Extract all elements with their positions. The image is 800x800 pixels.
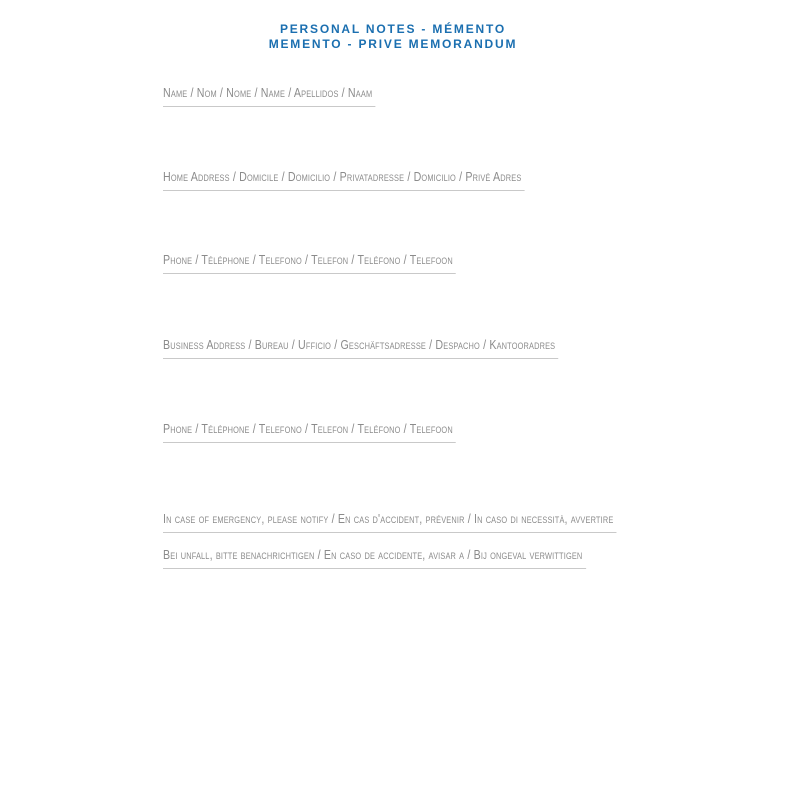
field-home-address — [163, 168, 604, 191]
field-phone-home-label: Phone / Téléphone / Telefono / Telefon / Teléfono / Telefoon — [163, 253, 456, 274]
field-phone-business — [163, 420, 520, 443]
field-phone-home — [163, 251, 520, 274]
page-title-line-1: PERSONAL NOTES - MÉMENTO — [279, 22, 507, 36]
field-home-address-label: Home Address / Domicile / Domicilio / Privatadresse / Domicilio / Privé Adres — [163, 170, 525, 191]
page-title — [163, 22, 623, 52]
field-emergency-line-2-label: Bei unfall, bitte benachrichtigen / En caso de accidente, avisar a / Bij ongeval verwittigen — [163, 548, 586, 569]
field-emergency-line-1-label: In case of emergency, please notify / En cas d'accident, prévenir / In caso di necessità, avvertire — [163, 512, 617, 533]
page-title-line-2: MEMENTO - PRIVE MEMORANDUM — [268, 37, 518, 51]
field-business-address — [163, 336, 645, 359]
field-business-address-label: Business Address / Bureau / Ufficio / Geschäftsadresse / Despacho / Kantooradres — [163, 338, 559, 359]
field-emergency-line-2 — [163, 546, 679, 569]
field-name — [163, 84, 422, 107]
field-name-label: Name / Nom / Nome / Name / Apellidos / Naam — [163, 86, 376, 107]
field-emergency-line-1 — [163, 510, 716, 533]
field-phone-business-label: Phone / Téléphone / Telefono / Telefon / Teléfono / Telefoon — [163, 422, 456, 443]
